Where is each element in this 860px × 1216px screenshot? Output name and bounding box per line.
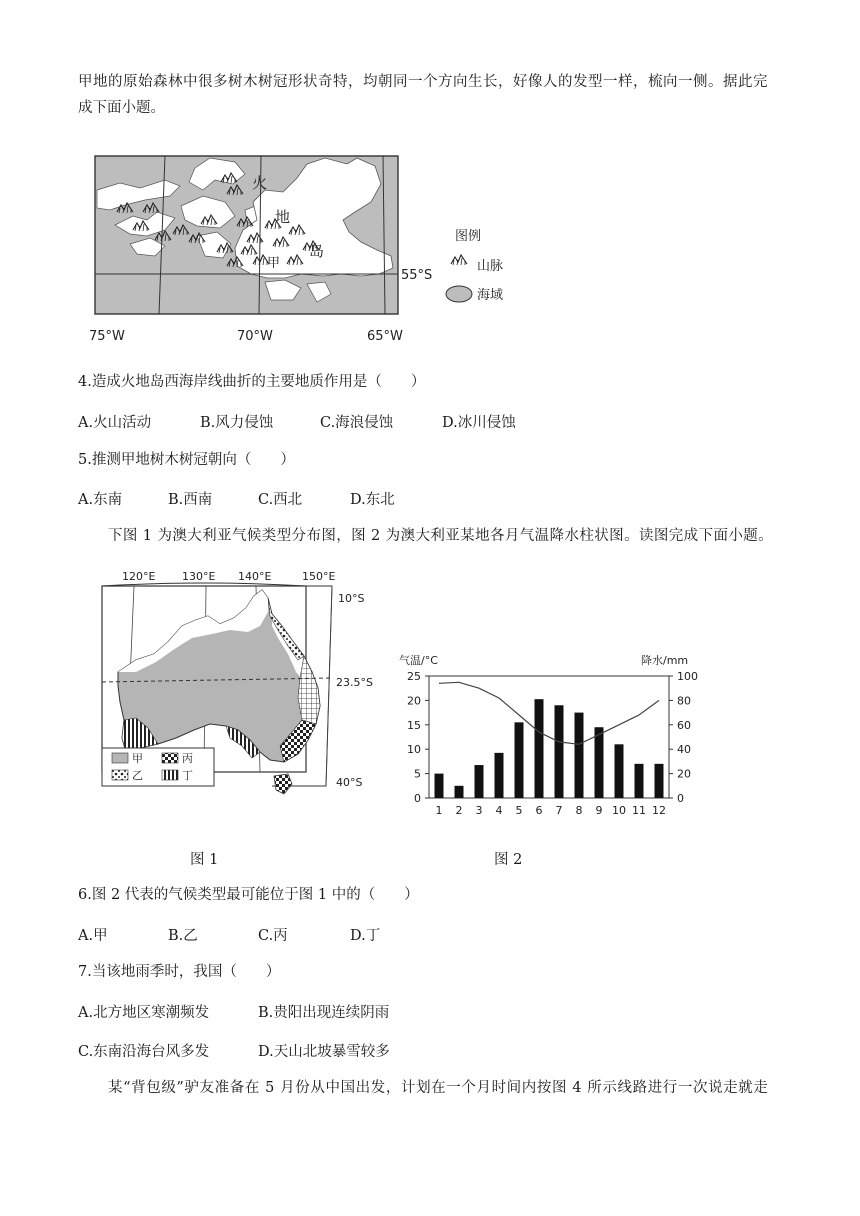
lat-23-5s-label: 23.5°S — [336, 676, 373, 689]
legend-bing-label: 丙 — [182, 752, 193, 765]
q7-option-b[interactable]: B.贵阳出现连续阴雨 — [258, 1005, 390, 1021]
lat-10s-label: 10°S — [338, 592, 365, 605]
q6-option-c[interactable]: C.丙 — [258, 928, 288, 944]
longitude-65w-label: 65°W — [367, 329, 403, 344]
x-tick-label: 6 — [535, 804, 543, 817]
q7-stem: 7.当该地雨季时，我国（ ） — [78, 964, 281, 980]
q5-stem: 5.推测甲地树木树冠朝向（ ） — [78, 452, 295, 468]
australia-climate-map — [96, 568, 376, 808]
lon-140e-label: 140°E — [238, 570, 272, 583]
figure-1-caption: 图 1 — [190, 852, 219, 868]
climate-chart — [395, 646, 705, 820]
y-right-axis-label: 降水/mm — [641, 654, 689, 667]
legend-mountain-label: 山脉 — [477, 259, 504, 274]
q6-option-d[interactable]: D.丁 — [350, 928, 381, 944]
precip-bar-2 — [455, 786, 464, 798]
precip-bar-10 — [615, 744, 624, 798]
intro-line-2: 成下面小题。 — [78, 100, 165, 116]
lat-40s-label: 40°S — [336, 776, 363, 789]
y-right-tick-label: 100 — [677, 670, 698, 683]
q7-option-c[interactable]: C.东南沿海台风多发 — [78, 1044, 210, 1060]
x-tick-label: 4 — [495, 804, 503, 817]
point-jia-label: 甲 — [267, 256, 281, 271]
latitude-55s-label: 55°S — [401, 268, 433, 283]
precip-bar-12 — [655, 764, 664, 798]
intro-line-1: 甲地的原始森林中很多树木树冠形状奇特，均朝同一个方向生长，好像人的发型一样，梳向一侧。据此完 — [78, 74, 768, 90]
q6-option-b[interactable]: B.乙 — [168, 928, 198, 944]
q7-option-d[interactable]: D.天山北坡暴雪较多 — [258, 1044, 390, 1060]
legend-jia-swatch — [112, 753, 128, 763]
y-left-tick-label: 15 — [407, 718, 421, 732]
y-right-tick-label: 40 — [677, 743, 691, 757]
x-tick-label: 8 — [575, 804, 583, 817]
temperature-line — [439, 682, 659, 744]
legend-ding-swatch — [162, 770, 178, 780]
y-right-tick-label: 0 — [677, 792, 684, 805]
q7-option-a[interactable]: A.北方地区寒潮频发 — [78, 1005, 210, 1021]
x-tick-label: 10 — [612, 804, 626, 817]
x-tick-label: 9 — [595, 804, 603, 817]
y-left-tick-label: 25 — [407, 670, 421, 683]
precip-bar-1 — [435, 774, 444, 798]
q5-option-d[interactable]: D.东北 — [350, 492, 395, 508]
legend-jia-label: 甲 — [132, 752, 143, 765]
q4-option-a[interactable]: A.火山活动 — [78, 415, 152, 431]
longitude-70w-label: 70°W — [237, 329, 273, 344]
place-char-2: 地 — [275, 208, 291, 226]
legend-bing-swatch — [162, 753, 178, 763]
lon-150e-label: 150°E — [302, 570, 336, 583]
longitude-75w-label: 75°W — [89, 329, 125, 344]
precip-bar-7 — [555, 705, 564, 798]
x-tick-label: 7 — [555, 804, 563, 817]
x-tick-label: 2 — [455, 804, 463, 817]
q4-option-d[interactable]: D.冰川侵蚀 — [442, 415, 516, 431]
y-left-tick-label: 20 — [407, 694, 421, 708]
legend-yi-label: 乙 — [132, 769, 143, 782]
q5-option-c[interactable]: C.西北 — [258, 492, 303, 508]
figure-2-caption: 图 2 — [494, 852, 523, 868]
tierra-del-fuego-map — [85, 150, 525, 350]
y-right-tick-label: 80 — [677, 694, 691, 708]
place-char-3: 岛 — [309, 242, 325, 260]
precip-bar-4 — [495, 753, 504, 798]
q4-stem: 4.造成火地岛西海岸线曲折的主要地质作用是（ ） — [78, 374, 426, 390]
y-right-tick-label: 20 — [677, 767, 691, 781]
x-tick-label: 3 — [475, 804, 483, 817]
legend-yi-swatch — [112, 770, 128, 780]
precip-bar-11 — [635, 764, 644, 798]
q4-option-c[interactable]: C.海浪侵蚀 — [320, 415, 394, 431]
precip-bar-5 — [515, 722, 524, 798]
intro-2: 下图 1 为澳大利亚气候类型分布图，图 2 为澳大利亚某地各月气温降水柱状图。读图完成下面小题。 — [108, 528, 774, 544]
lon-130e-label: 130°E — [182, 570, 216, 583]
x-tick-label: 12 — [652, 804, 666, 817]
y-left-axis-label: 气温/°C — [399, 654, 438, 667]
y-left-tick-label: 10 — [407, 743, 421, 757]
q6-option-a[interactable]: A.甲 — [78, 928, 108, 944]
x-tick-label: 1 — [435, 804, 443, 817]
y-left-tick-label: 5 — [414, 767, 421, 781]
legend-sea-label: 海域 — [477, 288, 504, 303]
precip-bar-9 — [595, 727, 604, 798]
place-char-1: 火 — [252, 174, 268, 192]
lon-120e-label: 120°E — [122, 570, 156, 583]
legend-sea-icon — [446, 286, 472, 302]
precip-bar-3 — [475, 765, 484, 798]
y-left-tick-label: 0 — [414, 792, 421, 805]
y-right-tick-label: 60 — [677, 718, 691, 732]
q6-stem: 6.图 2 代表的气候类型最可能位于图 1 中的（ ） — [78, 887, 419, 903]
map1-legend-title: 图例 — [455, 229, 482, 244]
legend-ding-label: 丁 — [182, 769, 193, 782]
x-tick-label: 11 — [632, 804, 646, 817]
x-tick-label: 5 — [515, 804, 523, 817]
q4-option-b[interactable]: B.风力侵蚀 — [200, 415, 274, 431]
precip-bar-6 — [535, 699, 544, 798]
precip-bar-8 — [575, 713, 584, 798]
legend-mountain-icon — [451, 255, 467, 265]
intro-3: 某“背包级”驴友准备在 5 月份从中国出发，计划在一个月时间内按图 4 所示线路进行一次说走就走 — [108, 1080, 769, 1096]
q5-option-a[interactable]: A.东南 — [78, 492, 123, 508]
q5-option-b[interactable]: B.西南 — [168, 492, 213, 508]
